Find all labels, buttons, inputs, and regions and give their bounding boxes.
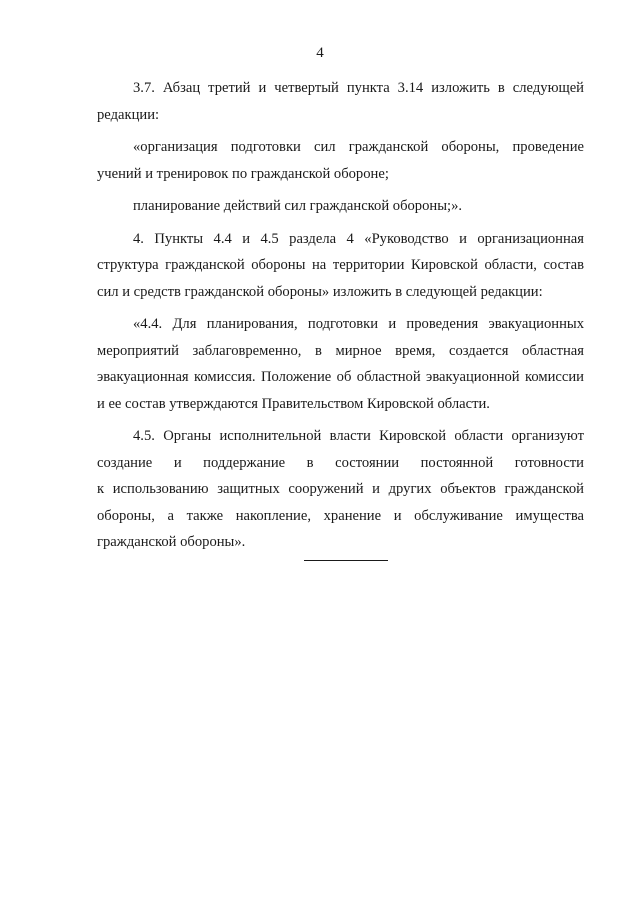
paragraph-quote-organization bbox=[97, 134, 584, 187]
paragraph-line: гражданской обороны». bbox=[97, 534, 246, 550]
paragraph-3-7 bbox=[97, 75, 584, 128]
paragraph-line: сил и средств гражданской обороны» изложить в следующей редакции: bbox=[97, 283, 543, 300]
page-number: 4 bbox=[316, 45, 324, 61]
paragraph-4 bbox=[97, 226, 584, 306]
paragraph-line: «4.4. Для планирования, подготовки и проведения эвакуационных bbox=[133, 316, 584, 332]
paragraph-4-5 bbox=[97, 423, 584, 556]
paragraph-line: планирование действий сил гражданской обороны;». bbox=[133, 198, 463, 214]
paragraph-line: эвакуационная комиссия. Положение об областной эвакуационной комиссии bbox=[97, 369, 584, 385]
paragraph-line: учений и тренировок по гражданской обороне; bbox=[97, 165, 389, 182]
paragraph-line: и ее состав утверждаются Правительством Кировской области. bbox=[97, 395, 490, 412]
paragraph-line: создание и поддержание в состоянии постоянной готовности bbox=[97, 454, 584, 471]
document-body bbox=[97, 75, 584, 562]
paragraph-line: 4.5. Органы исполнительной власти Кировской области организуют bbox=[133, 428, 584, 444]
paragraph-line: мероприятий заблаговременно, в мирное время, создается областная bbox=[97, 342, 584, 359]
paragraph-line: «организация подготовки сил гражданской обороны, проведение bbox=[133, 139, 584, 155]
paragraph-line: 4. Пункты 4.4 и 4.5 раздела 4 «Руководство и организационная bbox=[133, 230, 584, 247]
paragraph-line: редакции: bbox=[97, 106, 160, 123]
paragraph-line: структура гражданской обороны на территории Кировской области, состав bbox=[97, 257, 584, 273]
paragraph-line: 3.7. Абзац третий и четвертый пункта 3.14 изложить в следующей bbox=[133, 80, 584, 96]
paragraph-line: к использованию защитных сооружений и других объектов гражданской bbox=[97, 481, 584, 497]
paragraph-planning bbox=[97, 193, 584, 220]
paragraph-4-4 bbox=[97, 311, 584, 417]
closing-rule bbox=[304, 560, 388, 561]
paragraph-line: обороны, а также накопление, хранение и обслуживание имущества bbox=[97, 507, 584, 524]
